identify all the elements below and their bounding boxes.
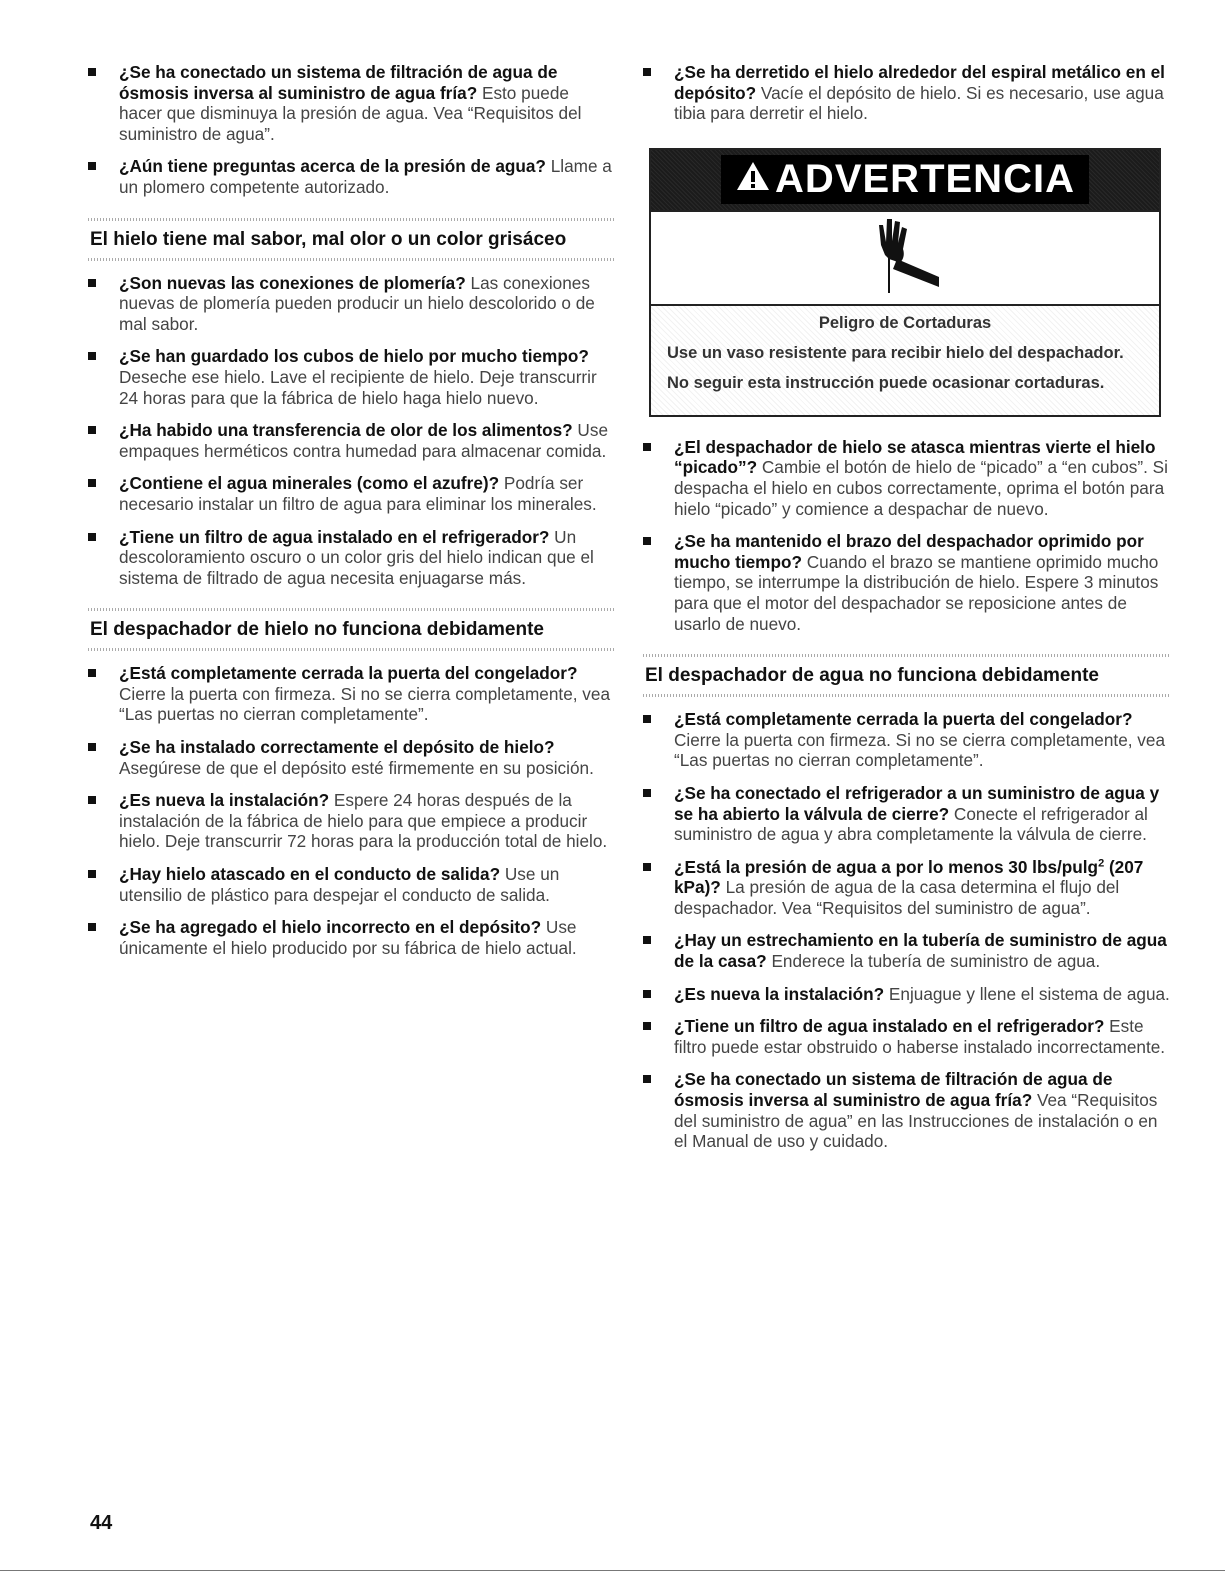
left-column xyxy=(88,62,616,970)
cut-hand-icon xyxy=(867,215,943,300)
section-heading: El despachador de hielo no funciona debidamente xyxy=(88,608,616,651)
bullet-icon xyxy=(643,789,651,797)
list-item: ¿Se ha conectado un sistema de filtración de agua de ósmosis inversa al suministro de agua fría? Esto puede hacer que disminuya la presión de agua. Vea “Requisitos del suministro de agua”. xyxy=(88,62,616,144)
bullet-icon xyxy=(88,669,96,677)
warning-instruction: Use un vaso resistente para recibir hielo del despachador. xyxy=(667,343,1124,362)
page-number: 44 xyxy=(90,1512,113,1534)
warning-box xyxy=(649,148,1161,417)
list-item: ¿Se ha conectado el refrigerador a un suministro de agua y se ha abierto la válvula de cierre? Conecte el refrigerador al suministro de agua y abra completamente la válvula de cierre. xyxy=(643,783,1171,845)
bullet-icon xyxy=(643,715,651,723)
warning-triangle-icon xyxy=(735,157,771,202)
warning-body xyxy=(651,304,1159,415)
bullet-icon xyxy=(643,863,651,871)
bullet-icon xyxy=(88,533,96,541)
list-item: ¿Hay hielo atascado en el conducto de salida? Use un utensilio de plástico para despejar el conducto de salida. xyxy=(88,864,616,905)
list-item: ¿Se han guardado los cubos de hielo por mucho tiempo? Deseche ese hielo. Lave el recipiente de hielo. Deje transcurrir 24 horas para que la fábrica de hielo haga hielo nuevo. xyxy=(88,346,616,408)
bullet-icon xyxy=(643,1075,651,1083)
warning-banner xyxy=(651,150,1159,212)
list-item: ¿Está la presión de agua a por lo menos 30 lbs/pulg$^2$ (207 kPa)? La presión de agua de la casa determina el flujo del despachador. Vea “Requisitos del suministro de agua”. xyxy=(643,857,1171,919)
bullet-icon xyxy=(88,68,96,76)
list-item: ¿Se ha conectado un sistema de filtración de agua de ósmosis inversa al suministro de agua fría? Vea “Requisitos del suministro de agua” en las Instrucciones de instalación o en el Manual de uso y cuidado. xyxy=(643,1069,1171,1151)
list-item: ¿Se ha instalado correctamente el depósito de hielo? Asegúrese de que el depósito esté firmemente en su posición. xyxy=(88,737,616,778)
warning-hazard: Peligro de Cortaduras xyxy=(818,313,992,332)
bullet-icon xyxy=(88,870,96,878)
list-item: ¿Contiene el agua minerales (como el azufre)? Podría ser necesario instalar un filtro de agua para eliminar los minerales. xyxy=(88,473,616,514)
list-item: ¿Se ha derretido el hielo alrededor del espiral metálico en el depósito? Vacíe el depósito de hielo. Si es necesario, use agua tibia para derretir el hielo. xyxy=(643,62,1171,124)
bullet-icon xyxy=(88,743,96,751)
list-item: ¿Ha habido una transferencia de olor de los alimentos? Use empaques herméticos contra humedad para almacenar comida. xyxy=(88,420,616,461)
bullet-icon xyxy=(88,426,96,434)
right-column xyxy=(643,62,1171,1164)
list-item: ¿Es nueva la instalación? Espere 24 horas después de la instalación de la fábrica de hielo para que empiece a producir hielo. Deje transcurrir 72 horas para la producción total de hielo. xyxy=(88,790,616,852)
warning-icon-area xyxy=(651,212,1159,304)
warning-title-text: ADVERTENCIA xyxy=(775,157,1075,202)
bullet-icon xyxy=(643,936,651,944)
bullet-icon xyxy=(88,162,96,170)
bullet-icon xyxy=(643,68,651,76)
bullet-icon xyxy=(88,352,96,360)
list-item: ¿Es nueva la instalación? Enjuague y llene el sistema de agua. xyxy=(643,984,1171,1005)
list-item: ¿Está completamente cerrada la puerta del congelador? Cierre la puerta con firmeza. Si no se cierra completamente, vea “Las puertas no cierran completamente”. xyxy=(88,663,616,725)
list-item: ¿Se ha mantenido el brazo del despachador oprimido por mucho tiempo? Cuando el brazo se mantiene oprimido mucho tiempo, se interrumpe la distribución de hielo. Espere 3 minutos para que el motor del despachador se reposicione antes de usarlo de nuevo. xyxy=(643,531,1171,634)
warning-title xyxy=(721,155,1089,204)
bullet-icon xyxy=(643,990,651,998)
list-item: ¿Hay un estrechamiento en la tubería de suministro de agua de la casa? Enderece la tubería de suministro de agua. xyxy=(643,930,1171,971)
list-item: ¿Tiene un filtro de agua instalado en el refrigerador? Este filtro puede estar obstruido o haberse instalado incorrectamente. xyxy=(643,1016,1171,1057)
list-item: ¿El despachador de hielo se atasca mientras vierte el hielo “picado”? Cambie el botón de hielo de “picado” a “en cubos”. Si despacha el hielo en cubos correctamente, oprima el botón para hielo “picado” y comience a despachar de nuevo. xyxy=(643,437,1171,519)
bullet-icon xyxy=(88,279,96,287)
list-item: ¿Tiene un filtro de agua instalado en el refrigerador? Un descoloramiento oscuro o un color gris del hielo indican que el sistema de filtrado de agua necesita enjuagarse más. xyxy=(88,527,616,589)
list-item: ¿Se ha agregado el hielo incorrecto en el depósito? Use únicamente el hielo producido por su fábrica de hielo actual. xyxy=(88,917,616,958)
list-item: ¿Está completamente cerrada la puerta del congelador? Cierre la puerta con firmeza. Si no se cierra completamente, vea “Las puertas no cierran completamente”. xyxy=(643,709,1171,771)
bullet-icon xyxy=(88,479,96,487)
warning-consequence: No seguir esta instrucción puede ocasionar cortaduras. xyxy=(667,373,1105,392)
bullet-icon xyxy=(643,1022,651,1030)
list-item: ¿Son nuevas las conexiones de plomería? Las conexiones nuevas de plomería pueden producir un hielo descolorido o de mal sabor. xyxy=(88,273,616,335)
bullet-icon xyxy=(643,537,651,545)
section-heading: El despachador de agua no funciona debidamente xyxy=(643,654,1171,697)
list-item: ¿Aún tiene preguntas acerca de la presión de agua? Llame a un plomero competente autorizado. xyxy=(88,156,616,197)
bottom-rule xyxy=(0,1570,1225,1571)
bullet-icon xyxy=(88,923,96,931)
bullet-icon xyxy=(88,796,96,804)
section-heading: El hielo tiene mal sabor, mal olor o un color grisáceo xyxy=(88,218,616,261)
bullet-icon xyxy=(643,443,651,451)
